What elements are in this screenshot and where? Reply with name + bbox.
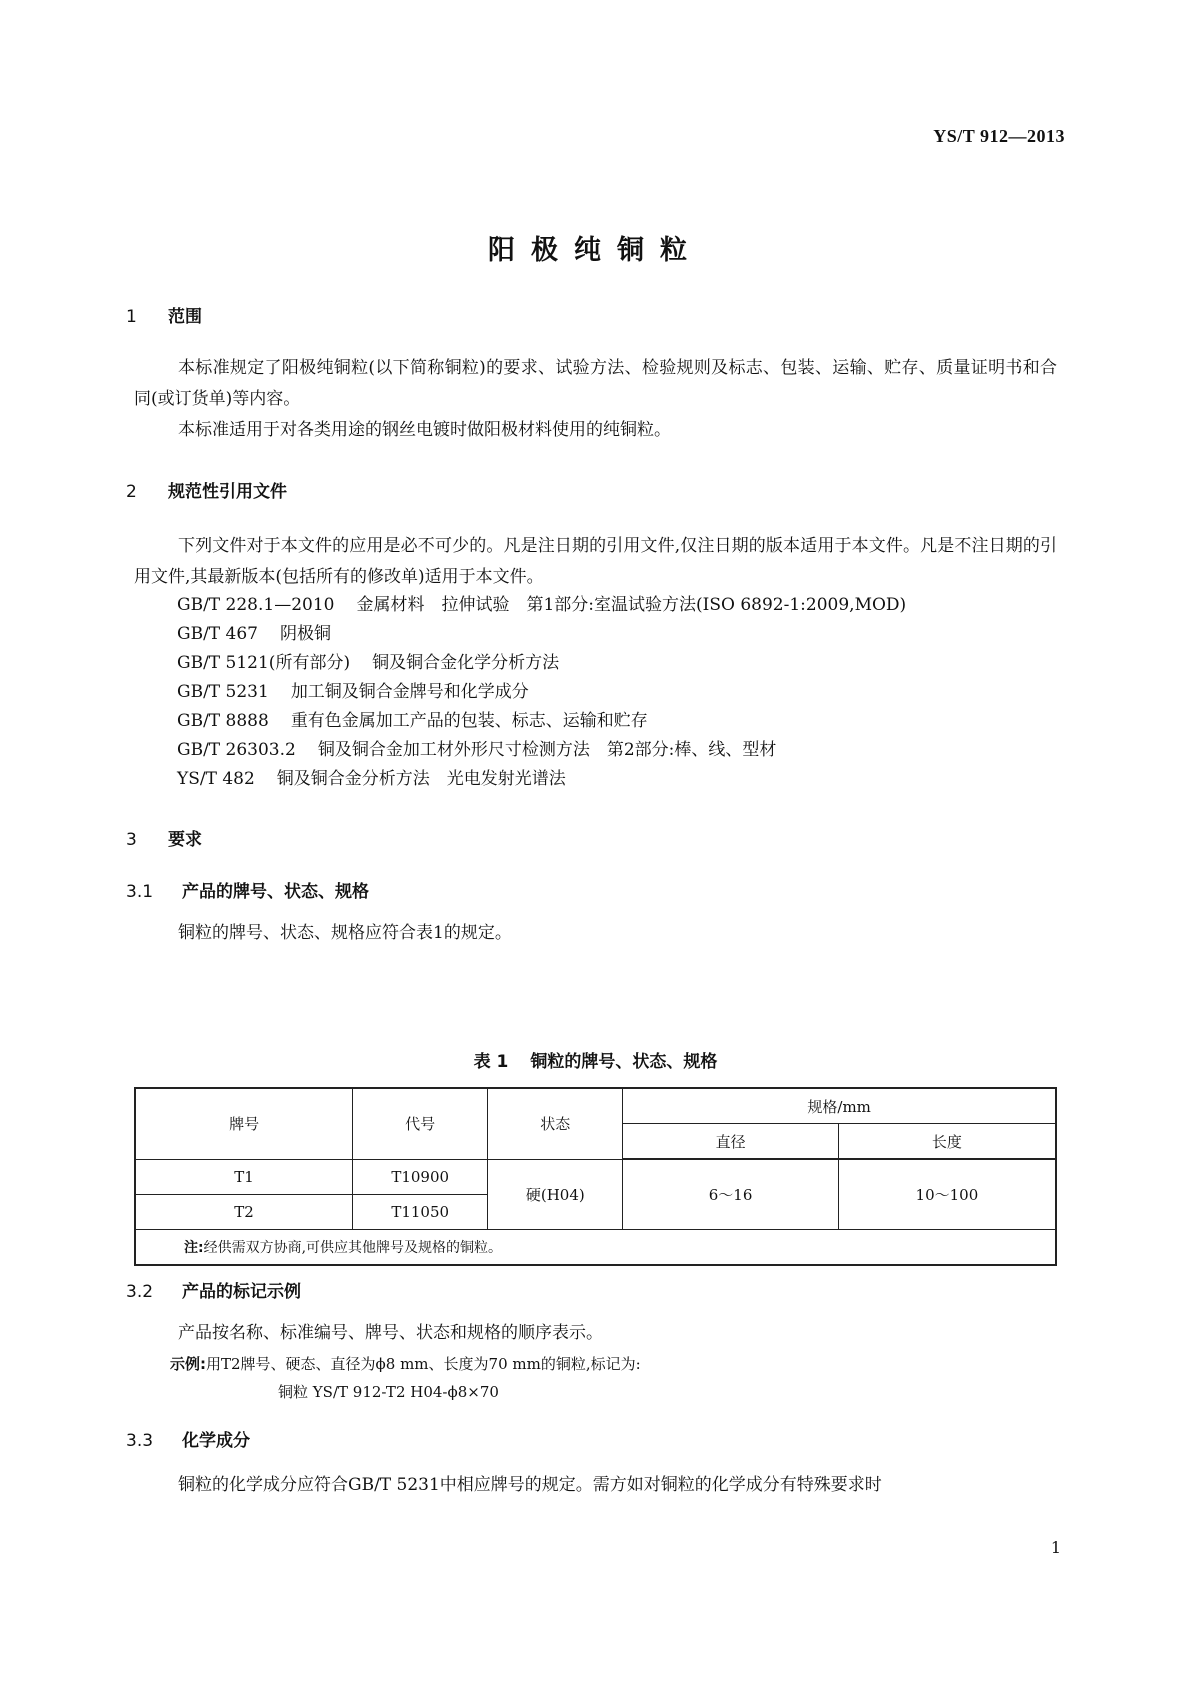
example-code: 铜粒 YS/T 912-T2 H04-ϕ8×70	[278, 1383, 499, 1401]
reference-item	[177, 677, 529, 708]
header-spec: 规格/mm	[623, 1088, 1056, 1124]
reference-item	[177, 735, 776, 766]
cell-temper: 硬(H04)	[488, 1159, 623, 1229]
cell-grade: T1	[135, 1159, 353, 1194]
cell-length: 10～100	[838, 1159, 1056, 1229]
section-2-paragraph-1: 下列文件对于本文件的应用是必不可少的。凡是注日期的引用文件,仅注日期的版本适用于本文件。凡是不注日期的引用文件,其最新版本(包括所有的修改单)适用于本文件。	[134, 536, 1057, 587]
section-number: 1	[126, 307, 137, 327]
header-temper: 状态	[488, 1088, 623, 1159]
section-title: 要求	[168, 830, 202, 850]
header-length: 长度	[838, 1124, 1056, 1160]
reference-item	[177, 619, 331, 650]
section-3-heading	[126, 825, 202, 850]
reference-code: GB/T 228.1—2010	[177, 595, 335, 615]
table-caption-number: 表 1	[473, 1052, 509, 1072]
section-3-3-paragraph: 铜粒的化学成分应符合GB/T 5231中相应牌号的规定。需方如对铜粒的化学成分有特殊要求时	[178, 1475, 882, 1495]
spec-table	[134, 1087, 1057, 1266]
reference-item	[177, 590, 906, 621]
section-3-1-paragraph: 铜粒的牌号、状态、规格应符合表1的规定。	[178, 923, 512, 943]
section-1-paragraph-1: 本标准规定了阳极纯铜粒(以下简称铜粒)的要求、试验方法、检验规则及标志、包装、运输、贮存、质量证明书和合同(或订货单)等内容。	[134, 358, 1057, 409]
reference-title: 铜及铜合金加工材外形尺寸检测方法 第2部分:棒、线、型材	[317, 740, 777, 760]
section-title: 范围	[168, 307, 202, 327]
section-1-paragraph-2: 本标准适用于对各类用途的钢丝电镀时做阳极材料使用的纯铜粒。	[178, 420, 671, 440]
document-title: 阳极纯铜粒	[488, 235, 703, 266]
section-title: 规范性引用文件	[168, 482, 287, 502]
header-grade: 牌号	[135, 1088, 353, 1159]
table-note-label: 注:	[184, 1239, 204, 1256]
section-title: 化学成分	[182, 1431, 250, 1451]
section-title: 产品的牌号、状态、规格	[182, 882, 369, 902]
reference-item	[177, 764, 566, 795]
table-caption-title: 铜粒的牌号、状态、规格	[530, 1052, 718, 1072]
cell-code: T10900	[353, 1159, 488, 1194]
cell-diameter: 6～16	[623, 1159, 839, 1229]
section-title: 产品的标记示例	[182, 1282, 301, 1302]
reference-code: GB/T 5231	[177, 682, 269, 702]
section-number: 3.3	[126, 1431, 154, 1451]
section-3-3-heading	[126, 1426, 250, 1451]
reference-title: 铜及铜合金化学分析方法	[372, 653, 560, 673]
reference-code: GB/T 5121(所有部分)	[177, 653, 351, 673]
reference-item	[177, 648, 559, 679]
section-number: 3.2	[126, 1282, 154, 1302]
reference-title: 阴极铜	[280, 624, 331, 644]
table-row	[135, 1159, 1056, 1194]
reference-item	[177, 706, 648, 737]
table-note-text: 经供需双方协商,可供应其他牌号及规格的铜粒。	[203, 1239, 503, 1256]
reference-code: GB/T 467	[177, 624, 258, 644]
reference-code: GB/T 8888	[177, 711, 269, 731]
section-2-heading	[126, 477, 287, 502]
example-text: 用T2牌号、硬态、直径为ϕ8 mm、长度为70 mm的铜粒,标记为:	[206, 1355, 641, 1373]
standard-number: YS/T 912—2013	[933, 126, 1065, 146]
page-number: 1	[1050, 1538, 1061, 1557]
section-number: 2	[126, 482, 137, 502]
example-line	[170, 1350, 641, 1378]
reference-title: 重有色金属加工产品的包装、标志、运输和贮存	[290, 711, 648, 731]
header-diameter: 直径	[623, 1124, 839, 1160]
table-caption	[0, 1047, 1191, 1072]
section-number: 3.1	[126, 882, 154, 902]
reference-code: GB/T 26303.2	[177, 740, 296, 760]
section-1-heading	[126, 302, 202, 327]
header-code: 代号	[353, 1088, 488, 1159]
reference-code: YS/T 482	[177, 769, 255, 789]
example-label: 示例:	[170, 1355, 206, 1373]
reference-title: 金属材料 拉伸试验 第1部分:室温试验方法(ISO 6892-1:2009,MOD)	[356, 595, 907, 615]
cell-grade: T2	[135, 1194, 353, 1229]
section-3-2-heading	[126, 1277, 301, 1302]
section-3-2-paragraph: 产品按名称、标准编号、牌号、状态和规格的顺序表示。	[178, 1323, 603, 1343]
reference-title: 加工铜及铜合金牌号和化学成分	[290, 682, 529, 702]
section-number: 3	[126, 830, 137, 850]
cell-code: T11050	[353, 1194, 488, 1229]
table-note	[135, 1229, 1056, 1265]
section-3-1-heading	[126, 877, 369, 902]
reference-title: 铜及铜合金分析方法 光电发射光谱法	[276, 769, 566, 789]
